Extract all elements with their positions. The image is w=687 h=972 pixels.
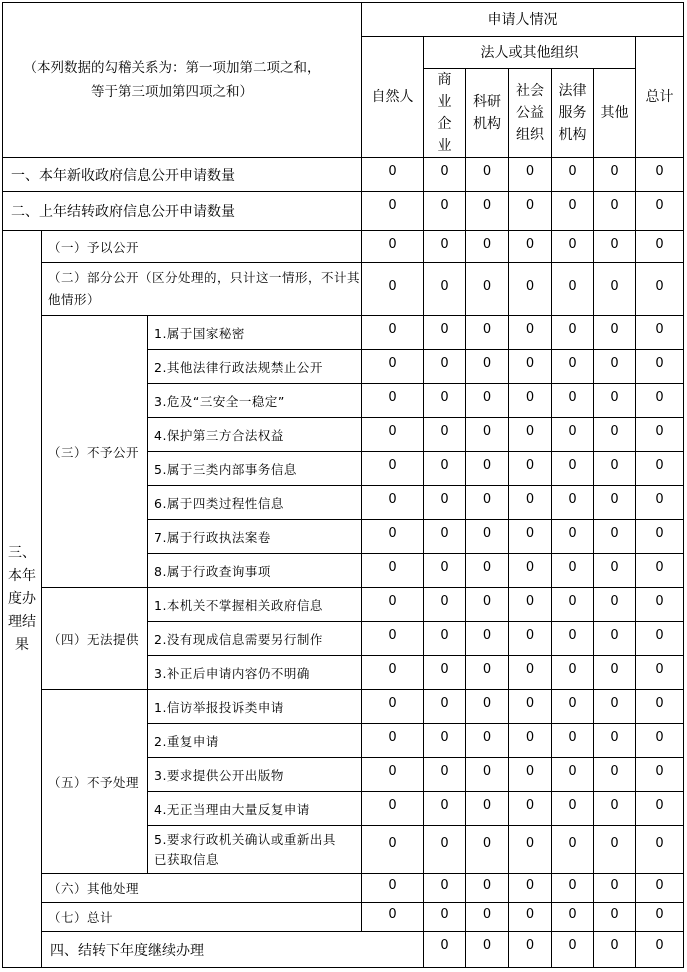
value-cell: 0 (552, 384, 594, 418)
value-cell: 0 (636, 452, 684, 486)
value-cell: 0 (552, 792, 594, 826)
value-cell: 0 (636, 792, 684, 826)
header-note-cell (3, 3, 362, 158)
value-cell: 0 (424, 554, 466, 588)
value-cell: 0 (636, 486, 684, 520)
value-cell: 0 (424, 520, 466, 554)
value-cell: 0 (362, 690, 424, 724)
value-cell: 0 (424, 486, 466, 520)
value-cell: 0 (424, 903, 466, 932)
value-cell: 0 (594, 724, 636, 758)
value-cell: 0 (552, 826, 594, 874)
value-cell: 0 (594, 452, 636, 486)
row-partially-disclosed: （二）部分公开（区分处理的，只计这一情形，不计其他情形） (42, 263, 362, 316)
value-cell: 0 (362, 792, 424, 826)
value-cell: 0 (362, 520, 424, 554)
value-cell: 0 (362, 263, 424, 316)
value-cell: 0 (636, 418, 684, 452)
value-cell: 0 (424, 192, 466, 231)
value-cell: 0 (424, 758, 466, 792)
col-research: 科研机构 (466, 69, 509, 158)
value-cell: 0 (509, 452, 552, 486)
value-cell: 0 (509, 792, 552, 826)
value-cell: 0 (362, 316, 424, 350)
value-cell: 0 (594, 520, 636, 554)
value-cell: 0 (466, 622, 509, 656)
group-not-processed: （五）不予处理 (42, 690, 148, 874)
value-cell: 0 (636, 231, 684, 263)
value-cell: 0 (466, 758, 509, 792)
value-cell: 0 (636, 158, 684, 192)
group-not-disclosed: （三）不予公开 (42, 316, 148, 588)
item-label: 1.属于国家秘密 (148, 316, 362, 350)
value-cell: 0 (466, 903, 509, 932)
value-cell: 0 (552, 724, 594, 758)
value-cell: 0 (636, 554, 684, 588)
col-business: 商业企业 (424, 69, 466, 158)
applicant-header: 申请人情况 (362, 3, 684, 37)
legal-header: 法人或其他组织 (424, 37, 636, 69)
value-cell: 0 (509, 520, 552, 554)
value-cell: 0 (509, 554, 552, 588)
value-cell: 0 (466, 520, 509, 554)
value-cell: 0 (466, 158, 509, 192)
value-cell: 0 (509, 874, 552, 903)
col-legal-service: 法律服务机构 (552, 69, 594, 158)
value-cell: 0 (509, 231, 552, 263)
value-cell: 0 (362, 903, 424, 932)
value-cell: 0 (424, 932, 466, 968)
col-total: 总计 (636, 37, 684, 158)
item-label: 1.本机关不掌握相关政府信息 (148, 588, 362, 622)
value-cell: 0 (594, 622, 636, 656)
value-cell: 0 (636, 656, 684, 690)
value-cell: 0 (424, 588, 466, 622)
item-label: 2.没有现成信息需要另行制作 (148, 622, 362, 656)
value-cell: 0 (594, 690, 636, 724)
value-cell: 0 (594, 758, 636, 792)
value-cell: 0 (424, 452, 466, 486)
value-cell: 0 (424, 231, 466, 263)
value-cell: 0 (362, 588, 424, 622)
col-public-welfare: 社会公益组织 (509, 69, 552, 158)
value-cell: 0 (594, 826, 636, 874)
value-cell: 0 (594, 903, 636, 932)
header-note: （本列数据的勾稽关系为：第一项加第二项之和，等于第三项加第四项之和） (23, 60, 321, 100)
value-cell: 0 (424, 724, 466, 758)
value-cell: 0 (362, 758, 424, 792)
value-cell: 0 (636, 192, 684, 231)
value-cell: 0 (594, 263, 636, 316)
value-cell: 0 (362, 874, 424, 903)
value-cell: 0 (509, 192, 552, 231)
value-cell: 0 (509, 932, 552, 968)
value-cell: 0 (362, 384, 424, 418)
value-cell: 0 (636, 622, 684, 656)
value-cell: 0 (362, 622, 424, 656)
value-cell: 0 (466, 874, 509, 903)
value-cell: 0 (362, 486, 424, 520)
value-cell: 0 (466, 724, 509, 758)
value-cell: 0 (509, 588, 552, 622)
value-cell: 0 (594, 316, 636, 350)
value-cell: 0 (552, 622, 594, 656)
row-disclosed: （一）予以公开 (42, 231, 362, 263)
value-cell: 0 (424, 690, 466, 724)
col-other: 其他 (594, 69, 636, 158)
value-cell: 0 (466, 263, 509, 316)
value-cell: 0 (552, 758, 594, 792)
value-cell: 0 (509, 158, 552, 192)
info-disclosure-table (2, 2, 684, 968)
item-label: 1.信访举报投诉类申请 (148, 690, 362, 724)
item-label: 2.其他法律行政法规禁止公开 (148, 350, 362, 384)
value-cell: 0 (636, 588, 684, 622)
value-cell: 0 (594, 384, 636, 418)
value-cell: 0 (594, 932, 636, 968)
value-cell: 0 (509, 826, 552, 874)
value-cell: 0 (362, 418, 424, 452)
value-cell: 0 (509, 418, 552, 452)
item-label: 3.要求提供公开出版物 (148, 758, 362, 792)
value-cell: 0 (362, 192, 424, 231)
row-carried-over: 二、上年结转政府信息公开申请数量 (3, 192, 362, 231)
value-cell: 0 (509, 656, 552, 690)
value-cell: 0 (424, 350, 466, 384)
value-cell: 0 (509, 690, 552, 724)
value-cell: 0 (362, 158, 424, 192)
value-cell: 0 (362, 350, 424, 384)
value-cell: 0 (594, 874, 636, 903)
value-cell: 0 (636, 724, 684, 758)
value-cell: 0 (509, 486, 552, 520)
value-cell: 0 (636, 520, 684, 554)
value-cell: 0 (509, 350, 552, 384)
value-cell: 0 (509, 758, 552, 792)
value-cell: 0 (362, 231, 424, 263)
value-cell: 0 (509, 263, 552, 316)
value-cell: 0 (466, 792, 509, 826)
value-cell: 0 (466, 932, 509, 968)
value-cell: 0 (636, 384, 684, 418)
item-label: 8.属于行政查询事项 (148, 554, 362, 588)
value-cell: 0 (636, 316, 684, 350)
item-label: 5.要求行政机关确认或重新出具已获取信息 (148, 826, 362, 874)
value-cell: 0 (552, 903, 594, 932)
value-cell: 0 (552, 932, 594, 968)
value-cell: 0 (362, 554, 424, 588)
col-natural-person: 自然人 (362, 37, 424, 158)
value-cell: 0 (466, 588, 509, 622)
item-label: 5.属于三类内部事务信息 (148, 452, 362, 486)
value-cell: 0 (424, 384, 466, 418)
value-cell: 0 (424, 418, 466, 452)
value-cell: 0 (466, 316, 509, 350)
value-cell: 0 (552, 486, 594, 520)
value-cell: 0 (594, 350, 636, 384)
value-cell: 0 (552, 874, 594, 903)
value-cell: 0 (636, 263, 684, 316)
value-cell: 0 (636, 874, 684, 903)
value-cell: 0 (552, 520, 594, 554)
value-cell: 0 (466, 656, 509, 690)
value-cell: 0 (424, 826, 466, 874)
item-label: 7.属于行政执法案卷 (148, 520, 362, 554)
item-label: 3.补正后申请内容仍不明确 (148, 656, 362, 690)
value-cell: 0 (636, 350, 684, 384)
value-cell: 0 (424, 874, 466, 903)
value-cell: 0 (466, 554, 509, 588)
value-cell: 0 (466, 486, 509, 520)
value-cell: 0 (509, 384, 552, 418)
row-other-handling: （六）其他处理 (42, 874, 362, 903)
value-cell: 0 (552, 263, 594, 316)
value-cell: 0 (424, 792, 466, 826)
value-cell: 0 (466, 384, 509, 418)
row-carry-forward: 四、结转下年度继续办理 (42, 932, 424, 968)
value-cell: 0 (552, 350, 594, 384)
value-cell: 0 (636, 826, 684, 874)
value-cell: 0 (552, 316, 594, 350)
value-cell: 0 (594, 418, 636, 452)
value-cell: 0 (552, 231, 594, 263)
value-cell: 0 (466, 826, 509, 874)
value-cell: 0 (466, 418, 509, 452)
value-cell: 0 (636, 690, 684, 724)
value-cell: 0 (552, 418, 594, 452)
item-label: 2.重复申请 (148, 724, 362, 758)
item-label: 4.无正当理由大量反复申请 (148, 792, 362, 826)
value-cell: 0 (594, 656, 636, 690)
row-subtotal: （七）总计 (42, 903, 362, 932)
value-cell: 0 (636, 903, 684, 932)
value-cell: 0 (594, 588, 636, 622)
value-cell: 0 (424, 158, 466, 192)
value-cell: 0 (509, 622, 552, 656)
value-cell: 0 (362, 724, 424, 758)
group-unable-to-provide: （四）无法提供 (42, 588, 148, 690)
value-cell: 0 (552, 656, 594, 690)
value-cell: 0 (636, 932, 684, 968)
value-cell: 0 (594, 792, 636, 826)
value-cell: 0 (509, 724, 552, 758)
value-cell: 0 (466, 231, 509, 263)
row-new-applications: 一、本年新收政府信息公开申请数量 (3, 158, 362, 192)
value-cell: 0 (552, 452, 594, 486)
value-cell: 0 (362, 452, 424, 486)
value-cell: 0 (594, 192, 636, 231)
item-label: 3.危及“三安全一稳定” (148, 384, 362, 418)
value-cell: 0 (466, 192, 509, 231)
section-3-label: 三、本年度办理结果 (3, 231, 42, 968)
value-cell: 0 (466, 690, 509, 724)
value-cell: 0 (552, 554, 594, 588)
value-cell: 0 (594, 486, 636, 520)
value-cell: 0 (424, 263, 466, 316)
value-cell: 0 (594, 231, 636, 263)
value-cell: 0 (509, 903, 552, 932)
value-cell: 0 (362, 826, 424, 874)
value-cell: 0 (552, 158, 594, 192)
item-label: 6.属于四类过程性信息 (148, 486, 362, 520)
item-label: 4.保护第三方合法权益 (148, 418, 362, 452)
value-cell: 0 (466, 350, 509, 384)
value-cell: 0 (594, 158, 636, 192)
value-cell: 0 (466, 452, 509, 486)
value-cell: 0 (424, 622, 466, 656)
value-cell: 0 (424, 656, 466, 690)
value-cell: 0 (424, 316, 466, 350)
value-cell: 0 (594, 554, 636, 588)
value-cell: 0 (362, 656, 424, 690)
value-cell: 0 (509, 316, 552, 350)
value-cell: 0 (552, 690, 594, 724)
value-cell: 0 (636, 758, 684, 792)
value-cell: 0 (552, 192, 594, 231)
value-cell: 0 (552, 588, 594, 622)
